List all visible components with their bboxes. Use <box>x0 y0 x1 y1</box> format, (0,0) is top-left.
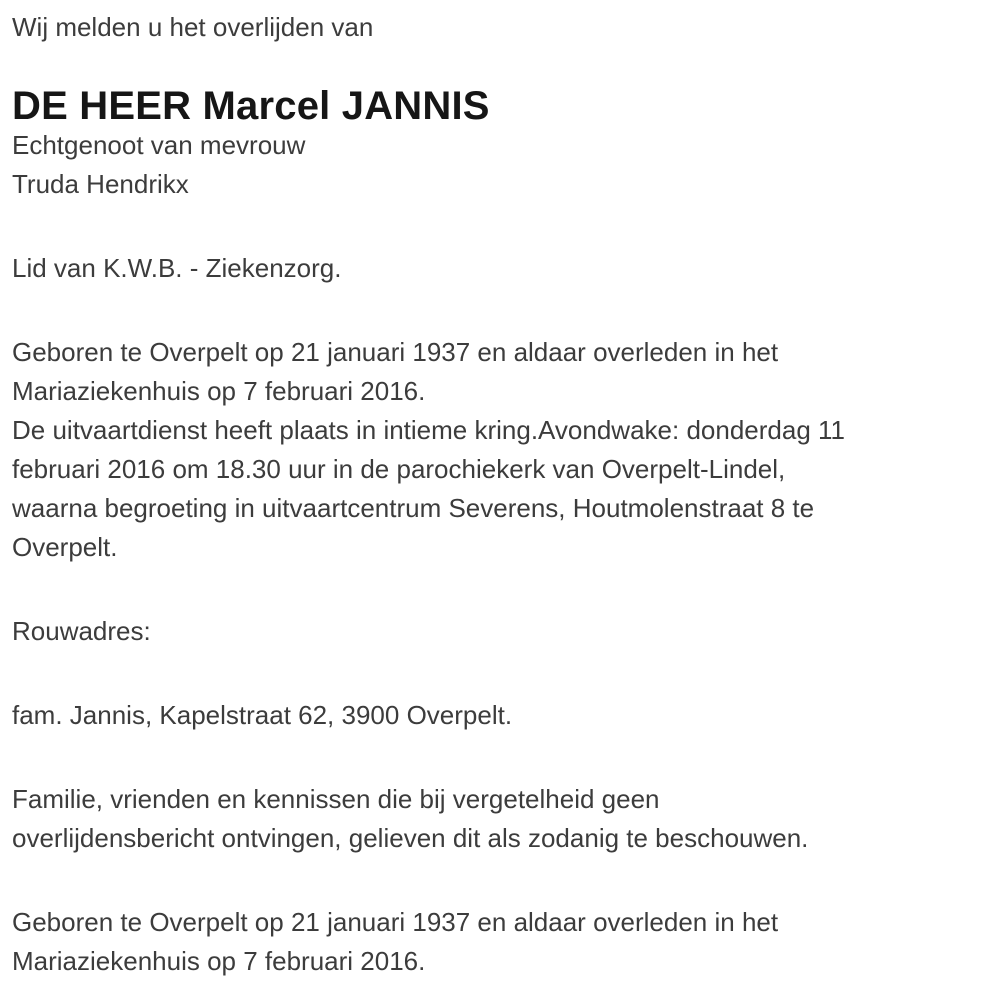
announcement-line: Overpelt. <box>12 532 118 562</box>
announcement-line: Mariaziekenhuis op 7 februari 2016. <box>12 376 426 406</box>
spouse-name-line: Truda Hendrikx <box>12 169 189 199</box>
repeat-line: Mariaziekenhuis op 7 februari 2016. <box>12 946 426 976</box>
deceased-name-heading: DE HEER Marcel JANNIS <box>12 84 490 128</box>
announcement-line: Geboren te Overpelt op 21 januari 1937 en aldaar overleden in het <box>12 337 779 367</box>
apology-paragraph <box>12 780 986 858</box>
repeat-line: Geboren te Overpelt op 21 januari 1937 en aldaar overleden in het <box>12 907 779 937</box>
repeat-paragraph <box>12 903 986 981</box>
membership-line: Lid van K.W.B. - Ziekenzorg. <box>12 253 342 283</box>
mourning-address-line: fam. Jannis, Kapelstraat 62, 3900 Overpelt. <box>12 700 513 730</box>
intro-line: Wij melden u het overlijden van <box>12 12 374 42</box>
mourning-address-paragraph <box>12 696 986 735</box>
relation-paragraph <box>12 126 986 204</box>
announcement-line: De uitvaartdienst heeft plaats in intieme kring.Avondwake: donderdag 11 <box>12 415 846 445</box>
mourning-address-label-paragraph <box>12 612 986 651</box>
relation-line: Echtgenoot van mevrouw <box>12 130 306 160</box>
membership-paragraph <box>12 249 986 288</box>
apology-line: overlijdensbericht ontvingen, gelieven dit als zodanig te beschouwen. <box>12 823 809 853</box>
announcement-paragraph <box>12 333 986 567</box>
apology-line: Familie, vrienden en kennissen die bij vergetelheid geen <box>12 784 660 814</box>
mourning-address-label: Rouwadres: <box>12 616 151 646</box>
announcement-line: februari 2016 om 18.30 uur in de parochiekerk van Overpelt-Lindel, <box>12 454 786 484</box>
intro-paragraph <box>12 8 986 47</box>
announcement-line: waarna begroeting in uitvaartcentrum Severens, Houtmolenstraat 8 te <box>12 493 815 523</box>
